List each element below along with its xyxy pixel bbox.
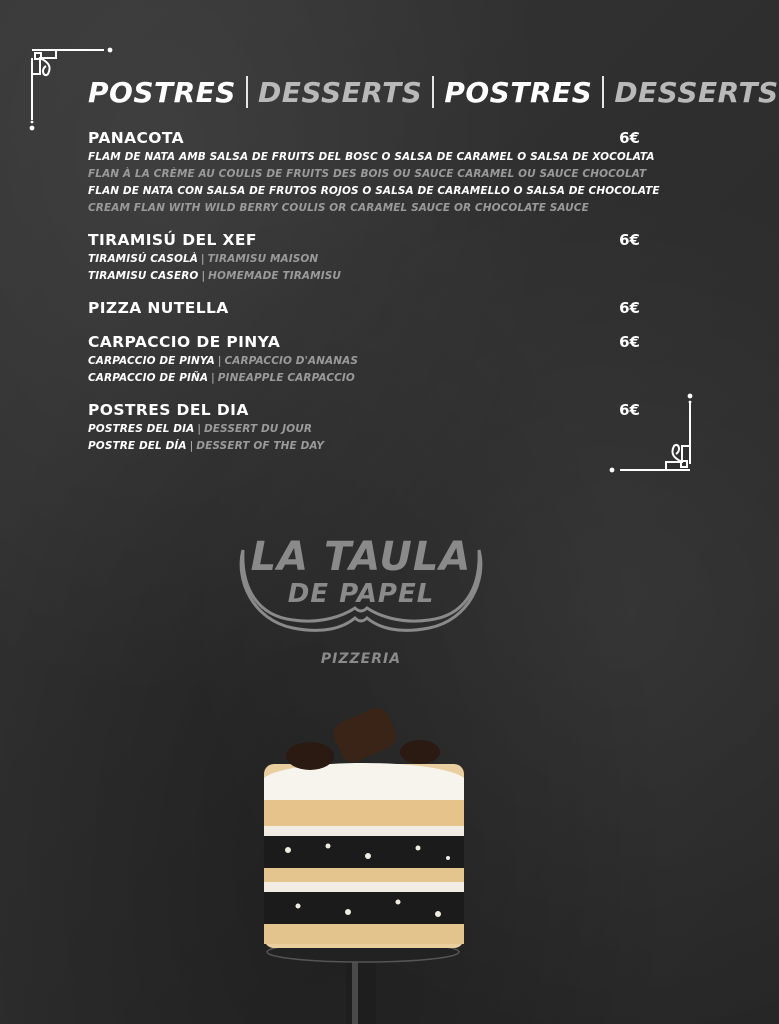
description-text: TIRAMISU CASERO (88, 270, 199, 282)
item-description-line (88, 268, 640, 285)
item-description-line (88, 438, 640, 455)
menu-item-pizza-nutella (88, 297, 640, 319)
logo-subtitle: PIZZERIA (320, 651, 402, 667)
item-description-line (88, 183, 660, 200)
divider: | (211, 372, 215, 384)
item-description-line (88, 353, 640, 370)
description-text: POSTRE DEL DÍA (88, 440, 187, 452)
item-name: PIZZA NUTELLA (88, 299, 229, 317)
item-name: POSTRES DEL DIA (88, 401, 249, 419)
divider: | (189, 440, 194, 452)
divider: | (217, 355, 222, 367)
header-separator (432, 76, 434, 108)
header-separator (602, 76, 604, 108)
menu-item-panacota (88, 127, 660, 217)
item-price: 6€ (619, 231, 640, 249)
item-price: 6€ (619, 401, 640, 419)
item-name: TIRAMISÚ DEL XEF (88, 231, 257, 249)
cake-image (248, 700, 478, 1024)
header-title-2: DESSERTS (257, 75, 423, 109)
description-text: POSTRES DEL DIA (88, 423, 195, 435)
description-text: FLAN À LA CRÈME AU COULIS DE FRUITS DES BOIS OU SAUCE CARAMEL OU SAUCE CHOCOLAT (88, 168, 647, 180)
description-text: CARPACCIO DE PINYA (88, 355, 215, 367)
divider: | (201, 270, 206, 282)
description-text: CREAM FLAN WITH WILD BERRY COULIS OR CARAMEL SAUCE OR CHOCOLATE SAUCE (88, 202, 589, 214)
description-text: FLAN DE NATA CON SALSA DE FRUTOS ROJOS O SALSA DE CARAMELLO O SALSA DE CHOCOLATE (88, 185, 660, 197)
item-description-line (88, 200, 640, 217)
description-text: HOMEMADE TIRAMISU (208, 270, 341, 282)
item-price: 6€ (619, 333, 640, 351)
description-text: CARPACCIO D'ANANAS (224, 355, 359, 367)
header-title-3: POSTRES (444, 75, 593, 109)
item-price: 6€ (619, 129, 640, 147)
menu-item-carpaccio (88, 331, 640, 387)
divider: | (201, 253, 205, 265)
description-text: DESSERT OF THE DAY (196, 440, 325, 452)
description-text: TIRAMISU MAISON (207, 253, 319, 265)
description-text: DESSERT DU JOUR (203, 423, 313, 435)
item-description-line (88, 421, 640, 438)
menu-item-tiramisu (88, 229, 640, 285)
item-description-line (88, 149, 655, 166)
menu-header (88, 72, 779, 112)
description-text: PINEAPPLE CARPACCIO (217, 372, 355, 384)
description-text: CARPACCIO DE PIÑA (88, 372, 209, 384)
header-separator (246, 76, 248, 108)
item-price: 6€ (619, 299, 640, 317)
item-description-line (88, 166, 647, 183)
item-description-line (88, 370, 640, 387)
logo-text-line1: LA TAULA (250, 534, 472, 580)
menu-item-postres-del-dia (88, 399, 640, 455)
item-description-line (88, 251, 640, 268)
description-text: FLAM DE NATA AMB SALSA DE FRUITS DEL BOSC O SALSA DE CARAMEL O SALSA DE XOCOLATA (88, 151, 655, 163)
logo-text-line2: DE PAPEL (287, 579, 435, 609)
divider: | (197, 423, 201, 435)
description-text: TIRAMISÚ CASOLÀ (88, 253, 199, 265)
restaurant-logo (233, 520, 489, 670)
header-title-4: DESSERTS (614, 75, 779, 109)
header-title-1: POSTRES (88, 75, 236, 109)
item-name: CARPACCIO DE PINYA (88, 333, 281, 351)
item-name: PANACOTA (88, 129, 185, 147)
